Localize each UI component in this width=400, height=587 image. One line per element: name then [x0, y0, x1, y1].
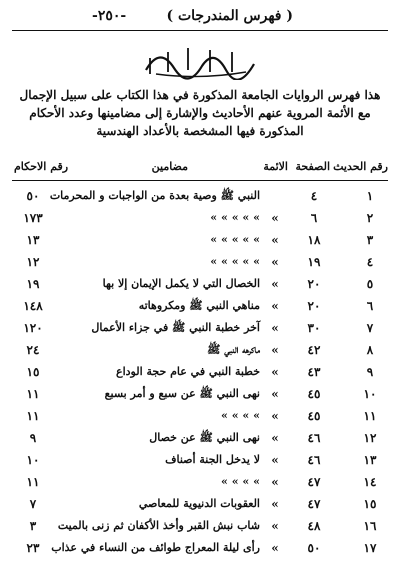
row-imam: » [271, 475, 279, 489]
row-subject: لا يدخل الجنة أصناف [165, 453, 260, 466]
row-page: ٤٦ [307, 453, 321, 467]
table-row [12, 494, 388, 516]
row-page: ٤٦ [307, 431, 321, 445]
col-imam: الائمة [263, 160, 288, 173]
header-rule [12, 30, 388, 31]
row-count: ٢٤ [26, 343, 40, 357]
row-page: ٤٥ [307, 387, 321, 401]
row-count: ٧ [29, 497, 37, 511]
row-page: ٤٣ [307, 365, 321, 379]
row-page: ٥٠ [307, 541, 321, 555]
table-row [12, 230, 388, 252]
page-header [12, 8, 388, 30]
table-header [12, 160, 388, 178]
row-imam: » [271, 431, 279, 445]
basmala-calligraphy [0, 40, 400, 84]
row-number: ٦ [366, 299, 374, 313]
row-count: ١١ [26, 387, 40, 401]
intro-line-1: هذا فهرس الروايات الجامعة المذكورة في هذا الكتاب على سبيل الإجمال [19, 88, 381, 102]
row-count: ١٧٣ [23, 211, 43, 225]
col-subject: مضامين [151, 160, 188, 173]
intro-line-3: المذكورة فيها المشخصة بالأعداد الهندسية [96, 124, 304, 138]
row-page: ١٩ [307, 255, 321, 269]
row-subject: النبي ﷺ وصية بعدة من الواجبات و المحرمات [49, 189, 260, 202]
row-imam: » [271, 277, 279, 291]
row-page: ٤٨ [307, 519, 321, 533]
row-number: ١٠ [363, 387, 377, 401]
row-imam: » [271, 541, 279, 555]
table-row [12, 516, 388, 538]
row-number: ١٤ [363, 475, 377, 489]
row-number: ١١ [363, 409, 377, 423]
row-number: ٣ [366, 233, 374, 247]
row-count: ١٠ [26, 453, 40, 467]
row-count: ٣ [29, 519, 37, 533]
header-title: ( فهرس المندرجات ) [166, 8, 293, 24]
table-row [12, 450, 388, 472]
row-imam: » [271, 365, 279, 379]
row-number: ١٧ [363, 541, 377, 555]
row-count: ١٣ [26, 233, 40, 247]
table-row [12, 406, 388, 428]
row-number: ٤ [366, 255, 374, 269]
row-page: ٤ [310, 189, 318, 203]
row-subject: » » » » [221, 409, 260, 422]
row-number: ٩ [366, 365, 374, 379]
row-page: ٤٥ [307, 409, 321, 423]
row-subject: رأى ليلة المعراج طوائف من النساء في عذاب [51, 541, 260, 554]
row-count: ١٢٠ [23, 321, 43, 335]
row-imam: » [271, 255, 279, 269]
row-count: ١١ [26, 409, 40, 423]
row-imam: » [271, 299, 279, 313]
row-number: ٥ [366, 277, 374, 291]
row-subject: » » » » » [210, 211, 260, 224]
basmala-calligraphy-icon [140, 40, 260, 80]
row-number: ٨ [366, 343, 374, 357]
row-count: ١٢ [26, 255, 40, 269]
col-page: الصفحة [295, 160, 330, 173]
row-subject: العقوبات الدنيوية للمعاصي [138, 497, 260, 510]
row-imam: » [271, 233, 279, 247]
page-number: -٢٥٠- [92, 8, 127, 24]
table-row [12, 472, 388, 494]
row-page: ٤٧ [307, 475, 321, 489]
table-row [12, 318, 388, 340]
row-subject: خطبة النبي في عام حجة الوداع [116, 365, 260, 378]
table-row [12, 538, 388, 560]
row-imam: » [271, 497, 279, 511]
row-page: ٦ [310, 211, 318, 225]
row-subject: شاب نبش القبر وأخذ الأكفان ثم زنى بالميت [57, 519, 260, 532]
table-row [12, 428, 388, 450]
row-count: ٥٠ [26, 189, 40, 203]
row-count: ١٥ [26, 365, 40, 379]
row-subject: » » » » [221, 475, 260, 488]
table-row [12, 362, 388, 384]
row-subject: » » » » » [210, 255, 260, 268]
row-number: ١٦ [363, 519, 377, 533]
table-row [12, 296, 388, 318]
col-count: رقم الاحكام [14, 160, 69, 173]
row-subject: ماكرهه النبي ﷺ [207, 343, 260, 356]
col-number: رقم الحديث [333, 160, 388, 173]
row-imam: » [271, 343, 279, 357]
row-count: ١٤٨ [23, 299, 43, 313]
row-page: ٣٠ [307, 321, 321, 335]
row-count: ٩ [29, 431, 37, 445]
table-row [12, 384, 388, 406]
table-row [12, 274, 388, 296]
row-number: ١٢ [363, 431, 377, 445]
row-subject: مناهي النبي ﷺ ومكروهاته [138, 299, 260, 312]
row-number: ١٥ [363, 497, 377, 511]
table-row [12, 186, 388, 208]
row-imam: » [271, 321, 279, 335]
table-row [12, 252, 388, 274]
row-imam: » [271, 387, 279, 401]
row-page: ٢٠ [307, 299, 321, 313]
row-page: ٤٧ [307, 497, 321, 511]
table-row [12, 340, 388, 362]
table-row [12, 208, 388, 230]
row-page: ١٨ [307, 233, 321, 247]
row-page: ٢٠ [307, 277, 321, 291]
row-count: ١٩ [26, 277, 40, 291]
intro-line-2: مع الأئمة المروية عنهم الأحاديث والإشارة إلى مضامينها وعدد الأحكام [29, 106, 371, 120]
row-subject: نهى النبي ﷺ عن خصال [149, 431, 260, 444]
row-imam: » [271, 453, 279, 467]
row-page: ٤٢ [307, 343, 321, 357]
row-number: ٢ [366, 211, 374, 225]
row-count: ٢٣ [26, 541, 40, 555]
row-number: ٧ [366, 321, 374, 335]
row-subject: آخر خطبة النبي ﷺ في جزاء الأعمال [91, 321, 260, 334]
row-imam: » [271, 519, 279, 533]
row-subject: الخصال التي لا يكمل الإيمان إلا بها [102, 277, 260, 290]
row-count: ١١ [26, 475, 40, 489]
intro-paragraph [18, 86, 382, 140]
table-body [12, 186, 388, 560]
table-header-rule [12, 180, 388, 181]
row-number: ١ [366, 189, 374, 203]
row-subject: نهى النبي ﷺ عن سبع و أمر بسبع [104, 387, 260, 400]
row-number: ١٣ [363, 453, 377, 467]
row-subject: » » » » » [210, 233, 260, 246]
row-imam: » [271, 211, 279, 225]
row-imam: » [271, 409, 279, 423]
